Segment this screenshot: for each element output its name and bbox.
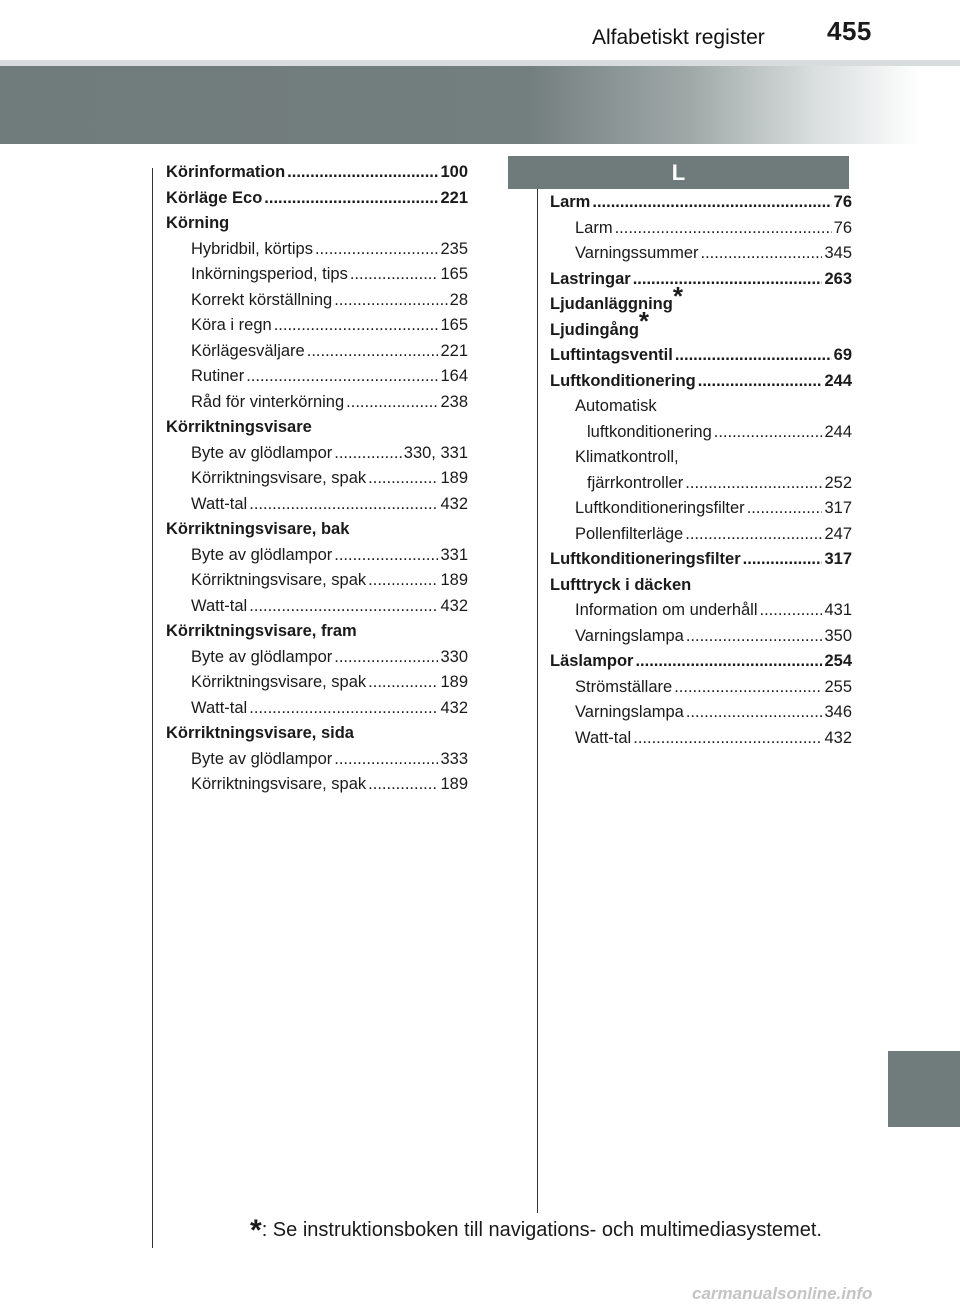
index-term: Varningslampa	[575, 703, 684, 721]
dot-leader	[334, 543, 438, 569]
index-term: Byte av glödlampor	[191, 545, 333, 564]
index-term: Körriktningsvisare, spak	[191, 571, 367, 589]
index-page-ref: 432	[440, 596, 468, 615]
dot-leader	[350, 262, 439, 288]
dot-leader	[246, 364, 438, 390]
dot-leader	[334, 747, 438, 773]
index-term: Byte av glödlampor	[191, 647, 333, 666]
index-entry	[550, 522, 852, 548]
index-page-ref: 431	[824, 601, 852, 619]
footnote-text: : Se instruktionsboken till navigations- och multimediasystemet.	[261, 1219, 822, 1241]
dot-leader	[685, 522, 822, 548]
letter-section-header: L	[508, 156, 849, 189]
index-entry	[166, 517, 468, 543]
index-entry	[166, 288, 468, 314]
index-entry	[550, 726, 852, 752]
left-column-rule	[152, 168, 153, 1248]
index-term: Lufttryck i däcken	[550, 575, 692, 594]
dot-leader	[264, 186, 438, 212]
watermark: carmanualsonline.info	[692, 1284, 873, 1303]
index-page-ref: 247	[824, 524, 852, 543]
index-page-ref: 235	[440, 239, 468, 258]
chapter-side-tab	[888, 1051, 960, 1127]
index-page-ref: 189	[440, 775, 468, 793]
index-term: Körriktningsvisare, spak	[191, 775, 367, 793]
dot-leader	[685, 471, 822, 497]
dot-leader	[700, 241, 822, 267]
index-term: luftkonditionering	[587, 422, 712, 441]
index-term: Inkörningsperiod, tips	[191, 265, 348, 283]
index-term: Luftkonditioneringsfilter	[550, 550, 741, 568]
dot-leader	[334, 441, 402, 467]
index-entry	[550, 190, 852, 216]
index-term: Köra i regn	[191, 316, 272, 334]
index-entry	[550, 496, 852, 522]
index-page-ref: 189	[440, 571, 468, 589]
dot-leader	[615, 216, 832, 242]
index-term: Körlägesväljare	[191, 341, 305, 360]
index-term: Körriktningsvisare	[166, 418, 312, 436]
index-page-ref: 244	[824, 371, 852, 390]
dot-leader	[592, 190, 831, 216]
index-entry	[550, 369, 852, 395]
index-entry	[166, 211, 468, 237]
index-entry	[550, 675, 852, 701]
index-page-ref: 76	[833, 193, 852, 211]
dot-leader	[747, 496, 823, 522]
dot-leader	[274, 313, 439, 339]
index-entry	[550, 649, 852, 675]
index-entry	[166, 747, 468, 773]
index-entry	[550, 445, 852, 471]
index-term: Körning	[166, 214, 230, 232]
index-page-ref: 238	[440, 392, 468, 411]
dot-leader	[743, 547, 823, 573]
index-entry	[550, 306, 852, 344]
index-page-ref: 350	[824, 626, 852, 645]
index-term: Varningssummer	[575, 244, 699, 262]
index-term: Körriktningsvisare, spak	[191, 673, 367, 691]
index-entry	[166, 543, 468, 569]
dot-leader	[249, 492, 438, 518]
index-entry	[166, 160, 468, 186]
index-term: Byte av glödlampor	[191, 749, 333, 768]
index-entry	[550, 216, 852, 242]
dot-leader	[635, 649, 822, 675]
index-term: Luftintagsventil	[550, 346, 673, 364]
index-page-ref: 100	[440, 163, 468, 181]
index-page-ref: 330	[440, 647, 468, 666]
index-page-ref: 345	[824, 244, 852, 262]
index-entry	[550, 471, 852, 497]
index-entry	[166, 645, 468, 671]
dot-leader	[249, 696, 438, 722]
page-header	[0, 0, 960, 66]
index-term: Korrekt körställning	[191, 290, 333, 309]
dot-leader	[315, 237, 439, 263]
index-term: Råd för vinterkörning	[191, 392, 345, 411]
index-entry	[166, 670, 468, 696]
index-term: Läslampor	[550, 652, 634, 670]
index-term: Luftkonditioneringsfilter	[575, 499, 745, 517]
dot-leader	[368, 466, 438, 492]
header-banner	[0, 66, 960, 144]
dot-leader	[674, 675, 822, 701]
index-page-ref: 330, 331	[403, 443, 468, 462]
index-term: Körläge Eco	[166, 188, 263, 207]
index-column-right	[550, 190, 852, 751]
index-page-ref: 317	[824, 499, 852, 517]
index-term: Watt-tal	[191, 494, 248, 513]
page-number: 455	[827, 16, 872, 46]
index-term: Körriktningsvisare, fram	[166, 622, 357, 640]
index-entry	[166, 313, 468, 339]
index-page-ref: 164	[440, 367, 468, 385]
index-page-ref: 255	[824, 677, 852, 696]
index-term: Pollenfilterläge	[575, 524, 684, 543]
dot-leader	[698, 369, 823, 395]
dot-leader	[334, 288, 447, 314]
index-entry	[550, 573, 852, 599]
index-entry	[166, 415, 468, 441]
index-entry	[550, 700, 852, 726]
index-entry	[166, 772, 468, 798]
index-term: Lastringar	[550, 269, 631, 288]
dot-leader	[368, 670, 438, 696]
index-entry	[550, 280, 852, 318]
index-page-ref: 317	[824, 550, 852, 568]
index-page-ref: 432	[824, 728, 852, 747]
index-page-ref: 221	[440, 341, 468, 360]
dot-leader	[686, 624, 823, 650]
index-page-ref: 244	[824, 422, 852, 441]
index-entry	[166, 466, 468, 492]
index-term: Varningslampa	[575, 626, 684, 645]
dot-leader	[334, 645, 438, 671]
index-page-ref: 76	[833, 218, 852, 237]
index-entry	[166, 492, 468, 518]
dot-leader	[675, 343, 832, 369]
middle-column-rule	[537, 188, 538, 1213]
index-entry	[550, 547, 852, 573]
index-entry	[550, 241, 852, 267]
dot-leader	[686, 700, 823, 726]
dot-leader	[760, 598, 823, 624]
index-entry	[550, 598, 852, 624]
index-entry	[166, 339, 468, 365]
index-term: Körinformation	[166, 163, 286, 181]
index-entry	[166, 262, 468, 288]
index-entry	[550, 420, 852, 446]
dot-leader	[249, 594, 438, 620]
dot-leader	[368, 772, 438, 798]
index-term: Watt-tal	[191, 698, 248, 717]
index-term: Watt-tal	[191, 596, 248, 615]
index-entry	[166, 390, 468, 416]
index-term: Körriktningsvisare, sida	[166, 724, 354, 742]
dot-leader	[287, 160, 438, 186]
dot-leader	[307, 339, 439, 365]
index-entry	[550, 343, 852, 369]
footnote-marker: *	[638, 306, 650, 336]
index-page-ref: 189	[440, 469, 468, 487]
index-term: Ljudanläggning	[550, 295, 673, 313]
index-term: Byte av glödlampor	[191, 443, 333, 462]
index-term: Luftkonditionering	[550, 371, 696, 390]
index-term: Strömställare	[575, 677, 673, 696]
index-entry	[166, 568, 468, 594]
index-page-ref: 254	[824, 652, 852, 670]
index-entry	[550, 394, 852, 420]
index-entry	[550, 624, 852, 650]
index-entry	[166, 721, 468, 747]
footnote-star: *	[250, 1214, 262, 1247]
index-entry	[166, 696, 468, 722]
index-term: Larm	[575, 218, 613, 237]
section-title: Alfabetiskt register	[592, 26, 765, 49]
index-term: Information om underhåll	[575, 601, 758, 619]
index-page-ref: 263	[824, 269, 852, 288]
index-page-ref: 189	[440, 673, 468, 691]
index-term: Hybridbil, körtips	[191, 239, 313, 258]
index-page-ref: 331	[440, 545, 468, 564]
index-term: Automatisk	[575, 397, 657, 415]
index-page-ref: 432	[440, 494, 468, 513]
index-page-ref: 165	[440, 316, 468, 334]
dot-leader	[714, 420, 823, 446]
index-term: Körriktningsvisare, spak	[191, 469, 367, 487]
index-entry	[550, 267, 852, 293]
dot-leader	[633, 726, 822, 752]
dot-leader	[633, 267, 823, 293]
dot-leader	[368, 568, 438, 594]
index-page-ref: 28	[449, 290, 468, 309]
index-page-ref: 432	[440, 698, 468, 717]
index-page-ref: 333	[440, 749, 468, 768]
index-column-left	[166, 160, 468, 798]
index-page-ref: 346	[824, 703, 852, 721]
index-entry	[166, 441, 468, 467]
index-entry	[166, 619, 468, 645]
index-term: Körriktningsvisare, bak	[166, 520, 350, 538]
index-entry	[166, 186, 468, 212]
index-page-ref: 221	[440, 188, 468, 207]
index-term: Rutiner	[191, 367, 245, 385]
index-page-ref: 252	[824, 473, 852, 492]
index-term: Larm	[550, 193, 591, 211]
footnote	[250, 1210, 822, 1247]
index-term: Klimatkontroll,	[575, 448, 679, 466]
index-term: Watt-tal	[575, 728, 632, 747]
index-term: Ljudingång	[550, 320, 639, 339]
dot-leader	[346, 390, 438, 416]
index-page-ref: 165	[440, 265, 468, 283]
index-entry	[166, 364, 468, 390]
footnote-marker: *	[672, 280, 683, 311]
index-term: fjärrkontroller	[587, 473, 684, 492]
index-entry	[166, 237, 468, 263]
index-entry	[166, 594, 468, 620]
index-page-ref: 69	[833, 346, 852, 364]
